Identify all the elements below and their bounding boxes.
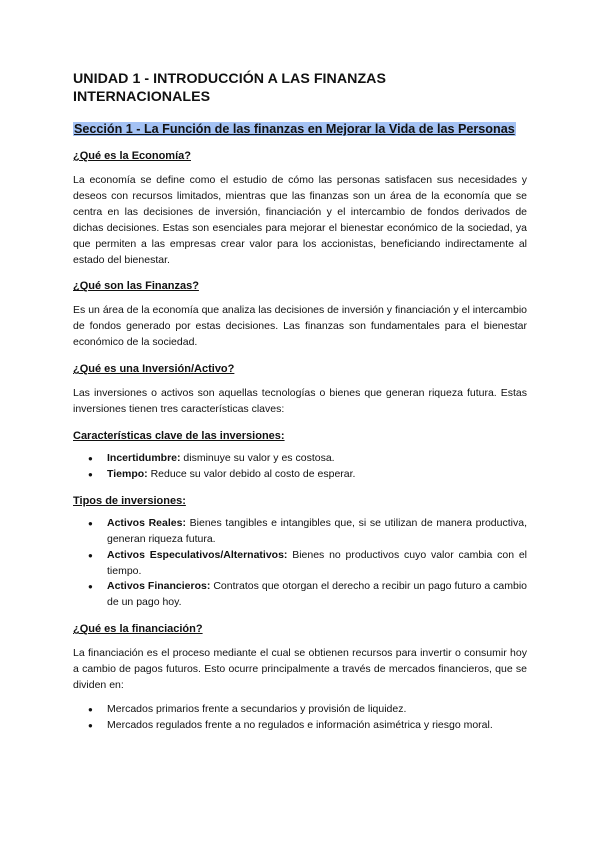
heading-tipos: Tipos de inversiones: (73, 494, 186, 507)
list-item-term: Activos Financieros: (107, 580, 211, 593)
heading-caracteristicas: Características clave de las inversiones: (73, 429, 285, 442)
list-item-text: Reduce su valor debido al costo de esperar. (147, 467, 356, 480)
list-item-text: Bienes tangibles e intangibles que, si se utilizan de manera productiva, generan riqueza futura. (107, 516, 527, 545)
list-item-text: Contratos que otorgan el derecho a recibir un pago futuro a cambio de un pago hoy. (107, 580, 528, 609)
heading-financiacion: ¿Qué es la financiación? (73, 623, 203, 636)
list-item-term: Incertidumbre: (107, 451, 181, 464)
list-item (107, 516, 527, 548)
list-item: ● Mercados primarios frente a secundarios y provisión de liquidez. (107, 702, 527, 718)
list-item (107, 579, 527, 611)
list-item-term: Tiempo: (107, 467, 148, 480)
paragraph-economia: La economía se define como el estudio de cómo las personas satisfacen sus necesidades y deseos con recursos limitados, mientras que las finanzas son un área de la economía que se centra en las decisiones de inversión, financiación y el intercambio de fondos derivados de dichas decisiones. Estas son esenciales para mejorar el bienestar económico de la sociedad, ya que permiten a las empresas crear valor para los accionistas, beneficiando indirectamente al estado del bienestar. (73, 174, 527, 266)
list-tipos (73, 516, 527, 611)
heading-inversion: ¿Qué es una Inversión/Activo? (73, 363, 235, 376)
list-mercados (73, 702, 527, 734)
paragraph-finanzas: Es un área de la economía que analiza las decisiones de inversión y financiación y el intercambio de fondos generado por estas decisiones. Las finanzas son fundamentales para el bienestar económico de la sociedad. (73, 304, 527, 349)
paragraph-financiacion: La financiación es el proceso mediante el cual se obtienen recursos para invertir o consumir hoy a cambio de pagos futuros. Esto ocurre principalmente a través de mercados financieros, que se dividen en: (73, 647, 527, 692)
heading-finanzas: ¿Qué son las Finanzas? (73, 280, 199, 293)
list-item (107, 451, 527, 467)
list-item-term: Activos Reales: (107, 516, 186, 529)
list-item-text: disminuye su valor y es costosa. (180, 451, 335, 464)
list-item: ● Mercados regulados frente a no regulados e información asimétrica y riesgo moral. (107, 718, 527, 734)
section-heading (73, 121, 527, 138)
document-title: UNIDAD 1 - INTRODUCCIÓN A LAS FINANZAS INTERNACIONALES (73, 71, 386, 105)
heading-economia: ¿Qué es la Economía? (73, 150, 191, 162)
list-item-term: Activos Especulativos/Alternativos: (107, 548, 288, 561)
list-item (107, 548, 527, 580)
section-heading-text: Sección 1 - La Función de las finanzas en Mejorar la Vida de las Personas (74, 122, 515, 136)
list-item (107, 467, 527, 483)
paragraph-inversion: Las inversiones o activos son aquellas tecnologías o bienes que generan riqueza futura. Estas inversiones tienen tres características claves: (73, 387, 527, 416)
list-caracteristicas (73, 451, 527, 483)
list-item-text: Bienes no productivos cuyo valor cambia con el tiempo. (107, 548, 527, 577)
